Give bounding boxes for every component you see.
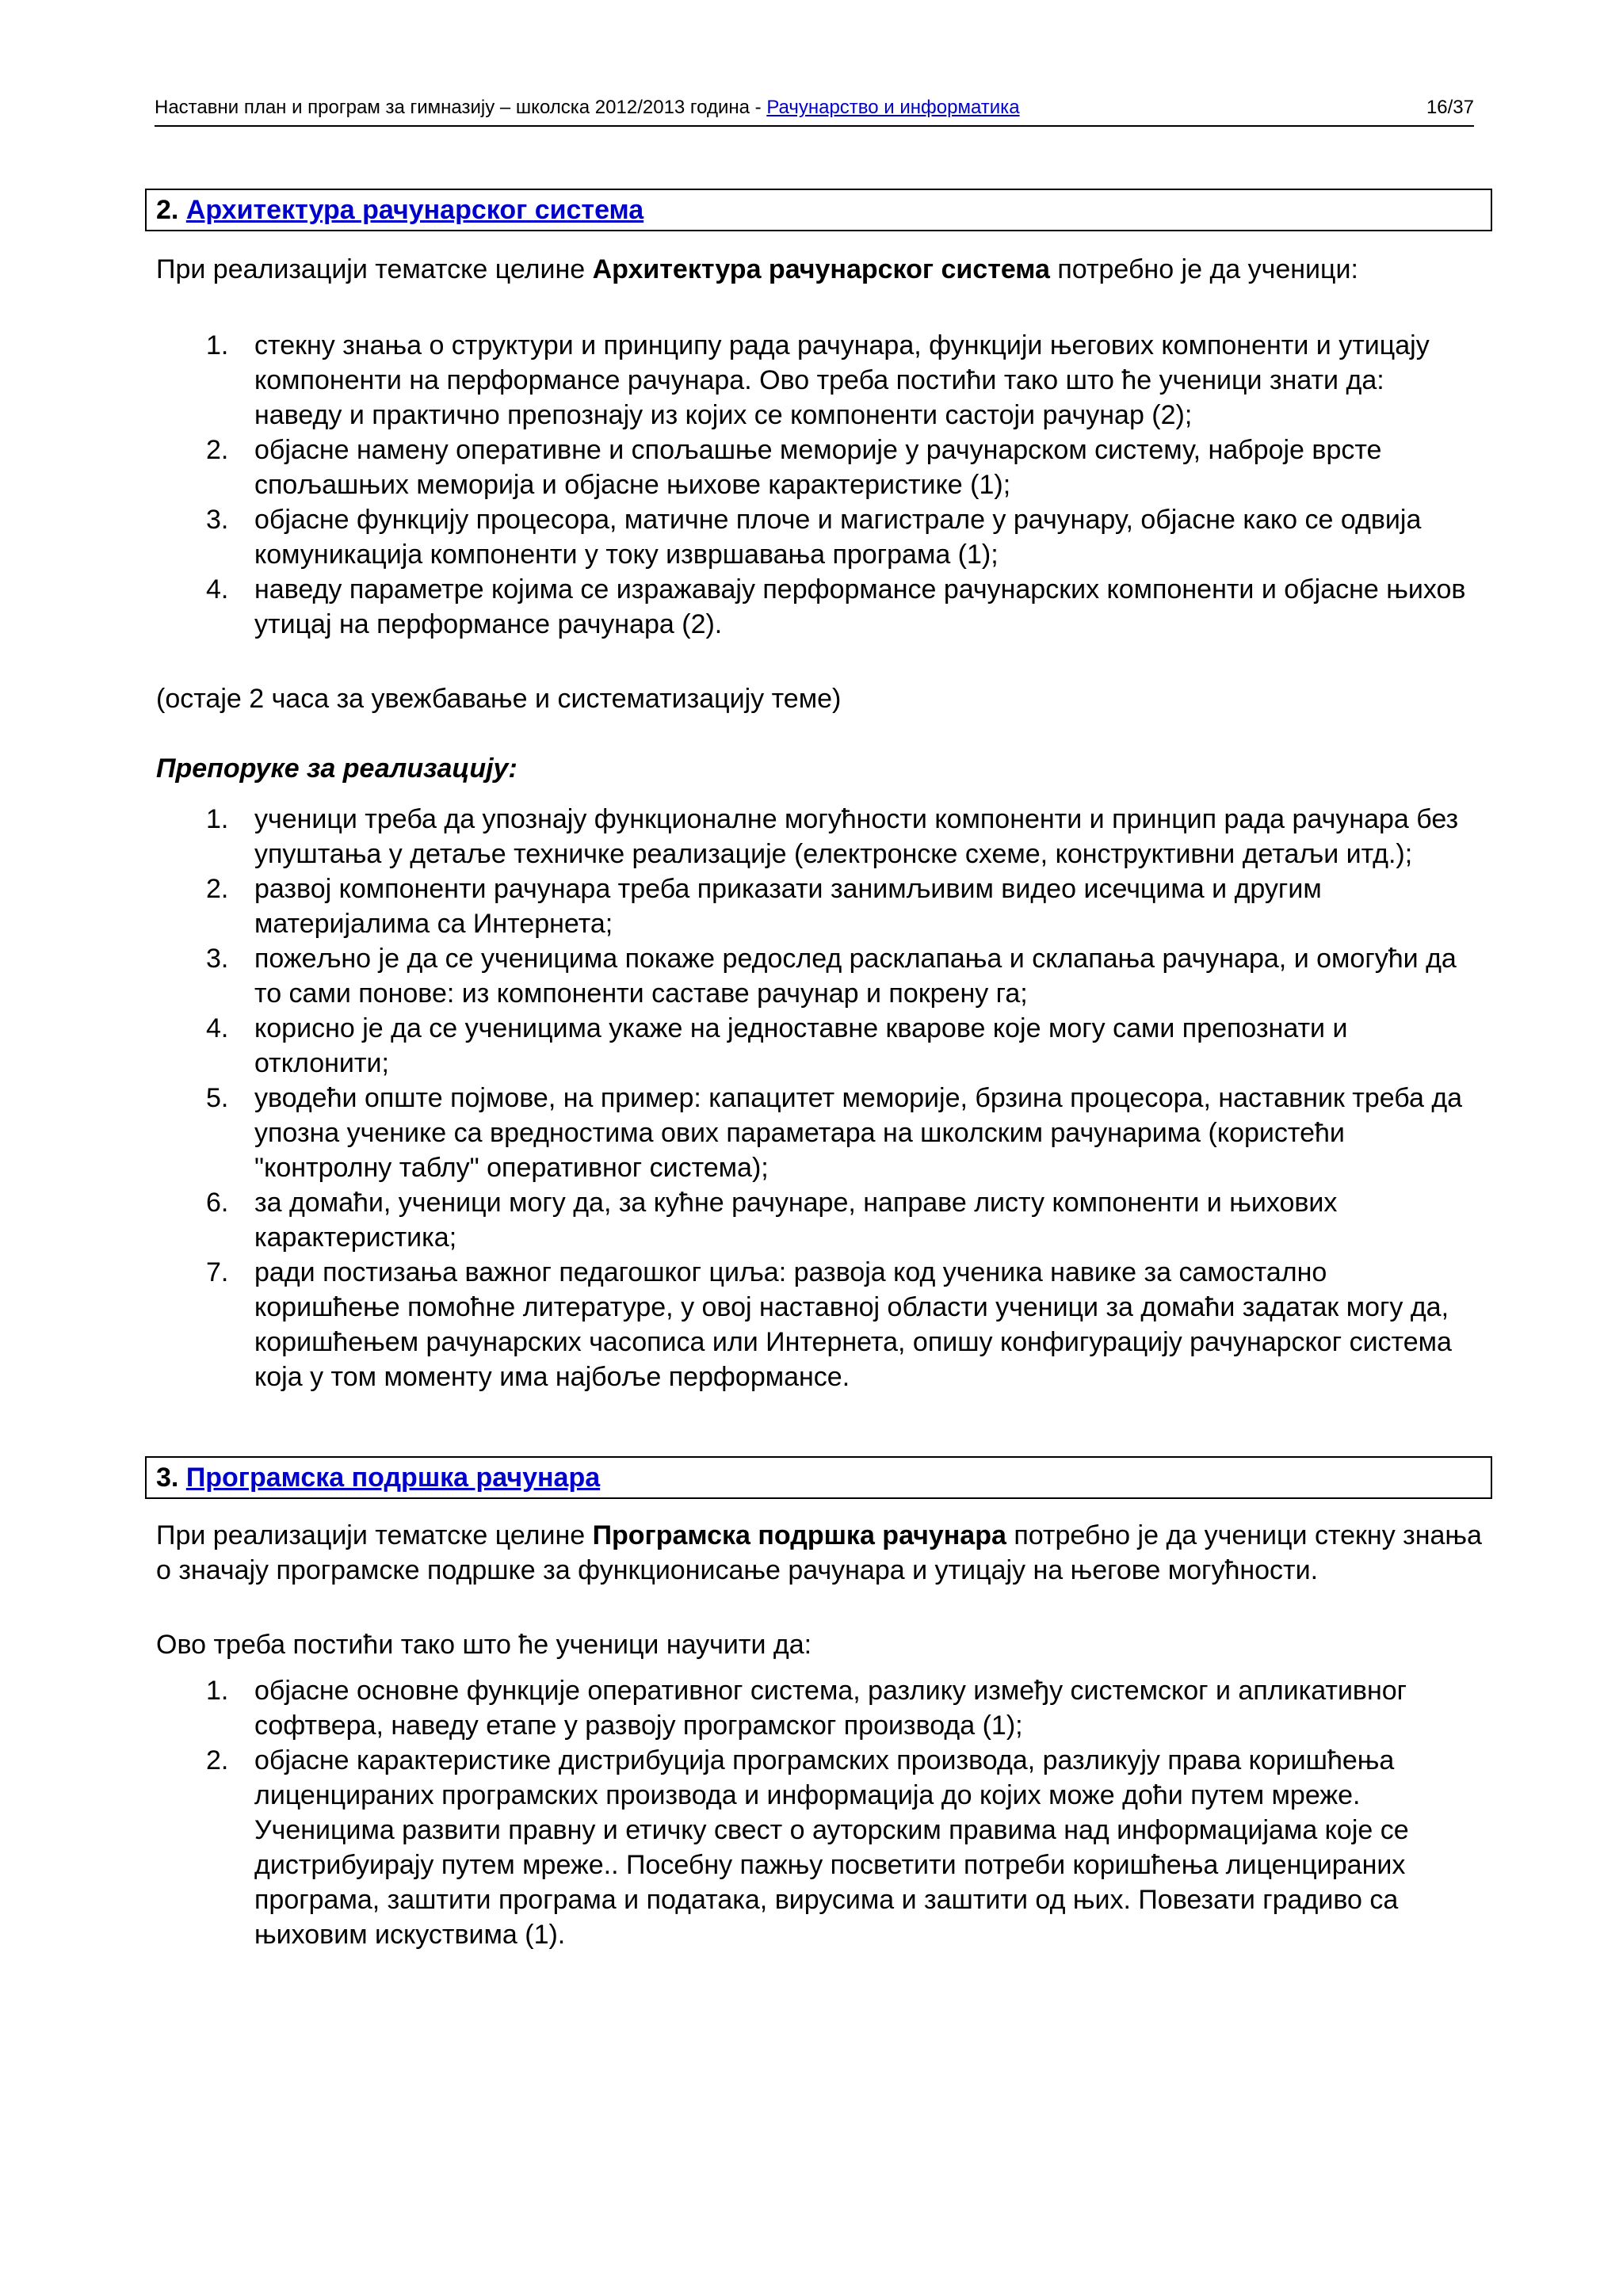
list-item-number: 3. [206,944,229,974]
section-2-intro-pre: При реализацији тематске целине [156,254,593,284]
section-2-heading [145,189,1492,231]
list-item-text: уводећи опште појмове, на пример: капацитет меморије, брзина процесора, наставник треба да упозна ученике са вредностима ових параметара на школским рачунарима (користећи "контролну таблу" оперативног система); [254,1083,1463,1183]
recommendations-list [0,802,1479,1394]
list-item-text: наведу и практично препознају из којих се компоненти састоји рачунар (2); [254,400,1193,430]
list-item-number: 6. [206,1188,229,1218]
section-2-intro-bold: Архитектура рачунарског система [592,254,1050,284]
list-item-text: ради постизања важног педагошког циља: развоја код ученика навике за самостално коришћење помоћне литературе, у овој наставној области ученици за домаћи задатак могу да, коришћењем рачунарских часописа или Интернета, опишу конфигурацију рачунарског система која у том моменту има најбоље перформансе. [254,1257,1452,1392]
list-item-text: ученици треба да упознају функционалне могућности компоненти и принцип рада рачунара без упуштања у детаље техничке реализације (електронске схеме, конструктивни детаљи итд.); [254,804,1459,869]
section-2-intro [156,252,1495,287]
list-item-number: 1. [206,330,229,360]
list-item [0,1011,1479,1081]
header-title-text: Наставни план и програм за гимназију – школска 2012/2013 година - [155,97,767,118]
list-item [0,1081,1479,1185]
list-item-text: развој компоненти рачунара треба приказати занимљивим видео исечцима и другим материјалима са Интернета; [254,874,1322,939]
recommendations-heading: Препоруке за реализацију: [156,753,517,784]
section-3-intro-pre: При реализацији тематске целине [156,1520,593,1550]
list-item-number: 2. [206,1745,229,1775]
list-item-text: објасне функцију процесора, матичне плоче и магистрале у рачунару, објасне како се одвија комуникација компоненти у току извршавања програма (1); [254,505,1422,570]
list-item-number: 4. [206,1013,229,1043]
list-item-number: 1. [206,1676,229,1706]
section-2-intro-post: потребно је да ученици: [1049,254,1358,284]
list-item-number: 1. [206,804,229,834]
list-item [0,1673,1479,1743]
section-3-heading [145,1456,1492,1499]
list-item-number: 2. [206,874,229,904]
section-2-number: 2. [156,195,179,225]
section-3-intro-bold: Програмска подршка рачунара [592,1520,1006,1550]
list-item [0,1743,1479,1952]
header-subject-link[interactable]: Рачунарство и информатика [766,97,1020,118]
list-item [0,802,1479,871]
page-number: 16/37 [1426,97,1474,118]
section-3-number: 3. [156,1463,179,1493]
list-item-text: објасне намену оперативне и спољашње меморије у рачунарском систему, наброје врсте спољашњих меморија и објасне њихове карактеристике (1); [254,435,1382,500]
list-item-number: 4. [206,574,229,605]
list-item-number: 3. [206,505,229,535]
list-item [0,1185,1479,1255]
page-header [155,93,1474,127]
list-item [0,502,1479,572]
section-2-list [0,328,1479,642]
list-item-number: 5. [206,1083,229,1113]
list-item [0,572,1479,642]
list-item-text: за домаћи, ученици могу да, за кућне рачунаре, направе листу компоненти и њихових карактеристика; [254,1188,1338,1253]
section-2-title-link[interactable]: Архитектура рачунарског система [185,195,644,225]
list-item-text: објасне основне функције оперативног система, разлику између системског и апликативног софтвера, наведу етапе у развоју програмског производа (1); [254,1676,1407,1741]
section-3-title-link[interactable]: Програмска подршка рачунара [185,1463,601,1493]
section-3-list [0,1673,1479,1952]
header-title [155,97,1020,119]
section-2-note: (остаје 2 часа за увежбавање и систематизацију теме) [156,684,842,714]
list-item [0,398,1479,433]
list-item-text: корисно је да се ученицима укаже на једноставне кварове које могу сами препознати и отклонити; [254,1013,1348,1078]
list-item [0,941,1479,1011]
list-item-text: стекну знања о структури и принципу рада рачунара, функцији његових компоненти и утицају компоненти на перформансе рачунара. Ово треба постићи тако што ће ученици знати да: [254,330,1430,395]
list-item [0,328,1479,398]
list-item-text: објасне карактеристике дистрибуција програмских производа, разликују права коришћења лиценцираних програмских производа и информација до којих може доћи путем мреже. Ученицима развити правну и етичку свест о ауторским правима над информацијама које се дистрибуирају путем мреже.. Посебну пажњу посветити потреби коришћења лиценцираних програма, заштити програма и података, вирусима и заштити од њих. Повезати градиво са њиховим искуствима (1). [254,1745,1409,1950]
section-3-intro-2: Ово треба постићи тако што ће ученици научити да: [156,1630,812,1660]
list-item [0,871,1479,941]
list-item [0,1255,1479,1394]
list-item-text: пожељно је да се ученицима покаже редослед расклапања и склапања рачунара, и омогући да то сами понове: из компоненти саставе рачунар и покрену га; [254,944,1457,1009]
list-item-number: 2. [206,435,229,465]
section-3-intro-post: потребно је да ученици стекну знања о значају програмске подршке за функционисање рачунара и утицају на његове могућности. [156,1520,1482,1585]
list-item-number: 7. [206,1257,229,1287]
list-item [0,433,1479,502]
section-3-intro [156,1518,1495,1588]
list-item-text: наведу параметре којима се изражавају перформансе рачунарских компоненти и објасне њихов утицај на перформансе рачунара (2). [254,574,1466,639]
